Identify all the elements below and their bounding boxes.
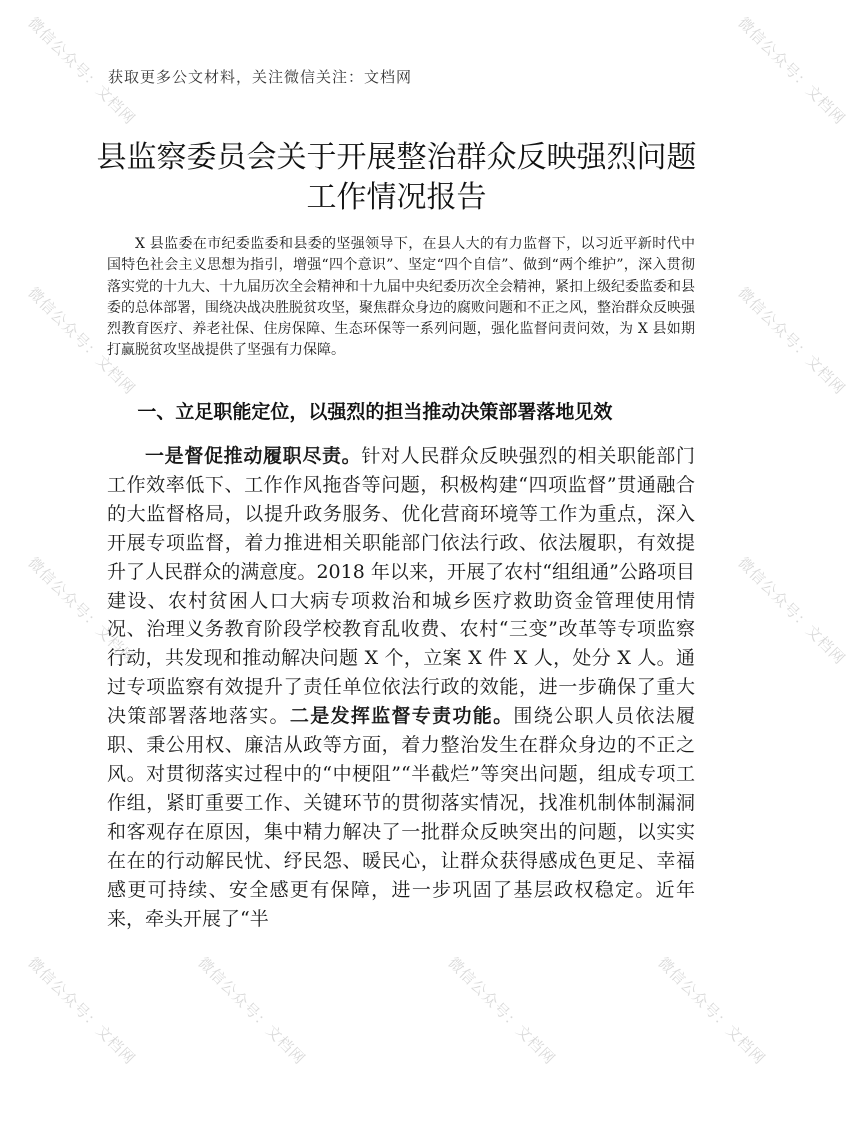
watermark: 微信公众号：文档网 <box>194 953 309 1069</box>
watermark: 微信公众号：文档网 <box>24 13 139 129</box>
intro-paragraph: X 县监委在市纪委监委和县委的坚强领导下，在县人大的有力监督下，以习近平新时代中国特色社会主义思想为指引，增强“四个意识”、坚定“四个自信”、做到“两个维护”，深入贯彻落实党的十九大、十九届历次全会精神和十九届中央纪委历次全会精神，紧扣上级纪委监委和县委的总体部署，围绕决战决胜脱贫攻坚，聚焦群众身边的腐败问题和不正之风，整治群众反映强烈教育医疗、养老社保、住房保障、生态环保等一系列问题，强化监督问责问效，为 X 县如期打赢脱贫攻坚战提供了坚强有力保障。 <box>107 236 695 359</box>
para2-lead: 二是发挥监督专责功能。 <box>289 705 514 728</box>
watermark: 微信公众号：文档网 <box>24 953 139 1069</box>
para1-lead: 一是督促推动履职尽责。 <box>145 445 362 467</box>
document-title: 县监察委员会关于开展整治群众反映强烈问题工作情况报告 <box>96 140 697 215</box>
header-note: 获取更多公文材料，关注微信关注：文档网 <box>108 68 413 86</box>
watermark: 微信公众号：文档网 <box>734 13 849 129</box>
section-heading: 一、立足职能定位，以强烈的担当推动决策部署落地见效 <box>137 401 613 423</box>
watermark: 微信公众号：文档网 <box>444 953 559 1069</box>
para2-text: 围绕公职人员依法履职、秉公用权、廉洁从政等方面，着力整治发生在群众身边的不正之风。对贯彻落实过程中的“中梗阻”“半截烂”等突出问题，组成专项工作组，紧盯重要工作、关键环节的贯彻落实情况，找准机制体制漏洞和客观存在原因，集中精力解决了一批群众反映突出的问题，以实实在在的行动解民忧、纾民怨、暖民心，让群众获得感成色更足、幸福感更可持续、安全感更有保障，进一步巩固了基层政权稳定。近年来，牵头开展了“半 <box>107 705 695 930</box>
para1-text: 针对人民群众反映强烈的相关职能部门工作效率低下、工作作风拖沓等问题，积极构建“四项监督”贯通融合的大监督格局，以提升政务服务、优化营商环境等工作为重点，深入开展专项监督，着力推进相关职能部门依法行政、依法履职，有效提升了人民群众的满意度。2018 年以来，开展了农村“组组通”公路项目建设、农村贫困人口大病专项救治和城乡医疗救助资金管理使用情况、治理义务教育阶段学校教育乱收费、农村“三变”改革等专项监察行动，共发现和推动解决问题 X 个，立案 X 件 X 人，处分 X 人。通过专项监察有效提升了责任单位依法行政的效能，进一步确保了重大决策部署落地落实。 <box>107 445 695 728</box>
watermark: 微信公众号：文档网 <box>654 953 769 1069</box>
body-paragraph <box>107 442 695 933</box>
watermark: 微信公众号：文档网 <box>734 553 849 669</box>
watermark: 微信公众号：文档网 <box>24 553 139 669</box>
watermark: 微信公众号：文档网 <box>734 283 849 399</box>
watermark: 微信公众号：文档网 <box>24 283 139 399</box>
